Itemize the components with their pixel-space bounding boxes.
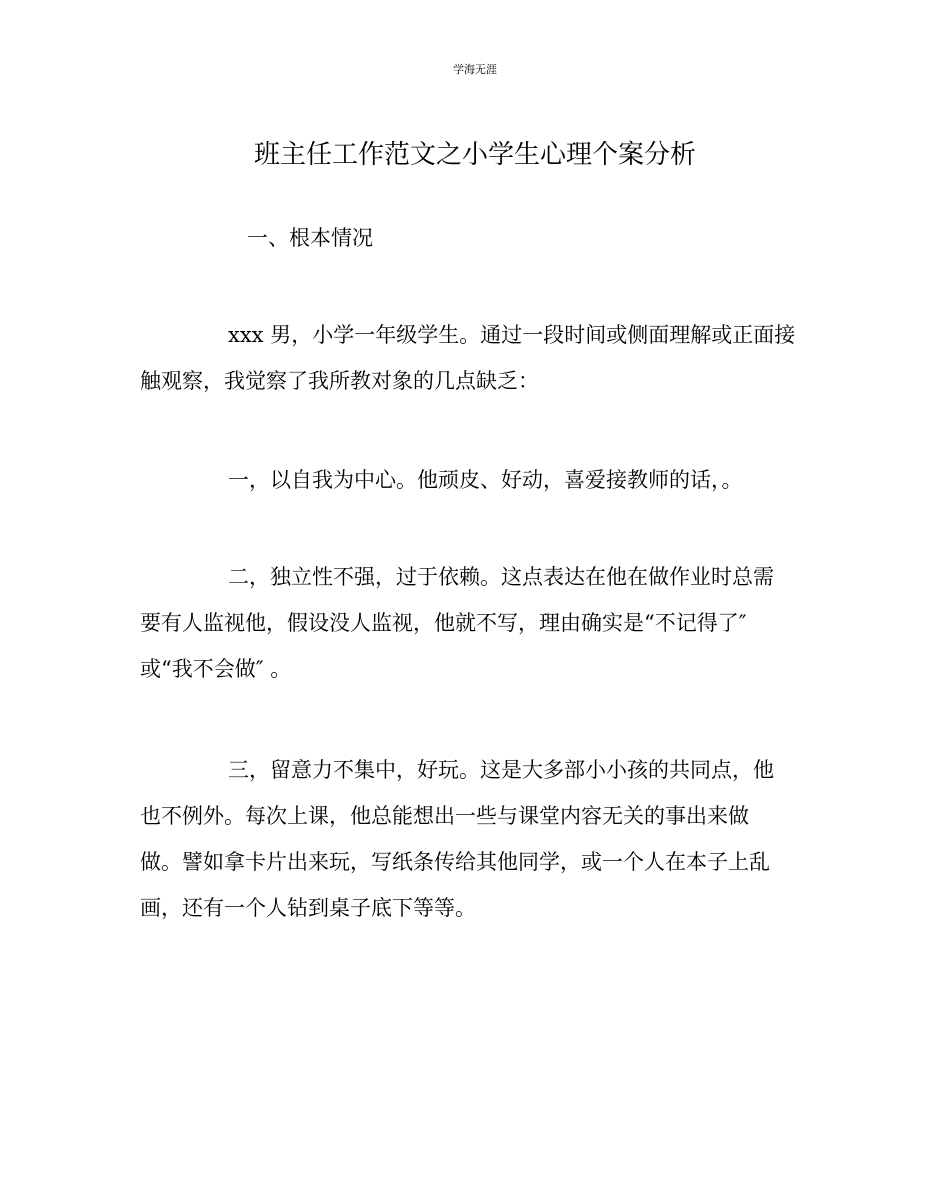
paragraph-line: 要有人监视他，假设没人监视，他就不写，理由确实是“不记得了″ <box>140 611 747 635</box>
paragraph-line: 三，留意力不集中，好玩。这是大多部小小孩的共同点，他 <box>228 758 774 782</box>
paragraph-line: 一，以自我为中心。他顽皮、好动，喜爱接教师的话，。 <box>228 468 743 492</box>
paragraph-line: 也不例外。每次上课，他总能想出一些与课堂内容无关的事出来做 <box>140 804 749 828</box>
paragraph-line: 二，独立性不强，过于依赖。这点表达在他在做作业时总需 <box>228 565 774 589</box>
page-header: 学海无涯 <box>453 63 497 76</box>
paragraph-line: 做。譬如拿卡片出来玩，写纸条传给其他同学，或一个人在本子上乱 <box>140 850 770 874</box>
document-title: 班主任工作范文之小学生心理个案分析 <box>253 140 696 170</box>
section-heading: 一、根本情况 <box>247 226 373 250</box>
paragraph-line: 触观察，我觉察了我所教对象的几点缺乏： <box>140 369 539 393</box>
paragraph-line: xxx 男，小学一年级学生。通过一段时间或侧面理解或正面接 <box>228 323 796 347</box>
paragraph-line: 画，还有一个人钻到桌子底下等等。 <box>140 896 476 920</box>
paragraph-line: 或“我不会做″ 。 <box>140 657 292 681</box>
